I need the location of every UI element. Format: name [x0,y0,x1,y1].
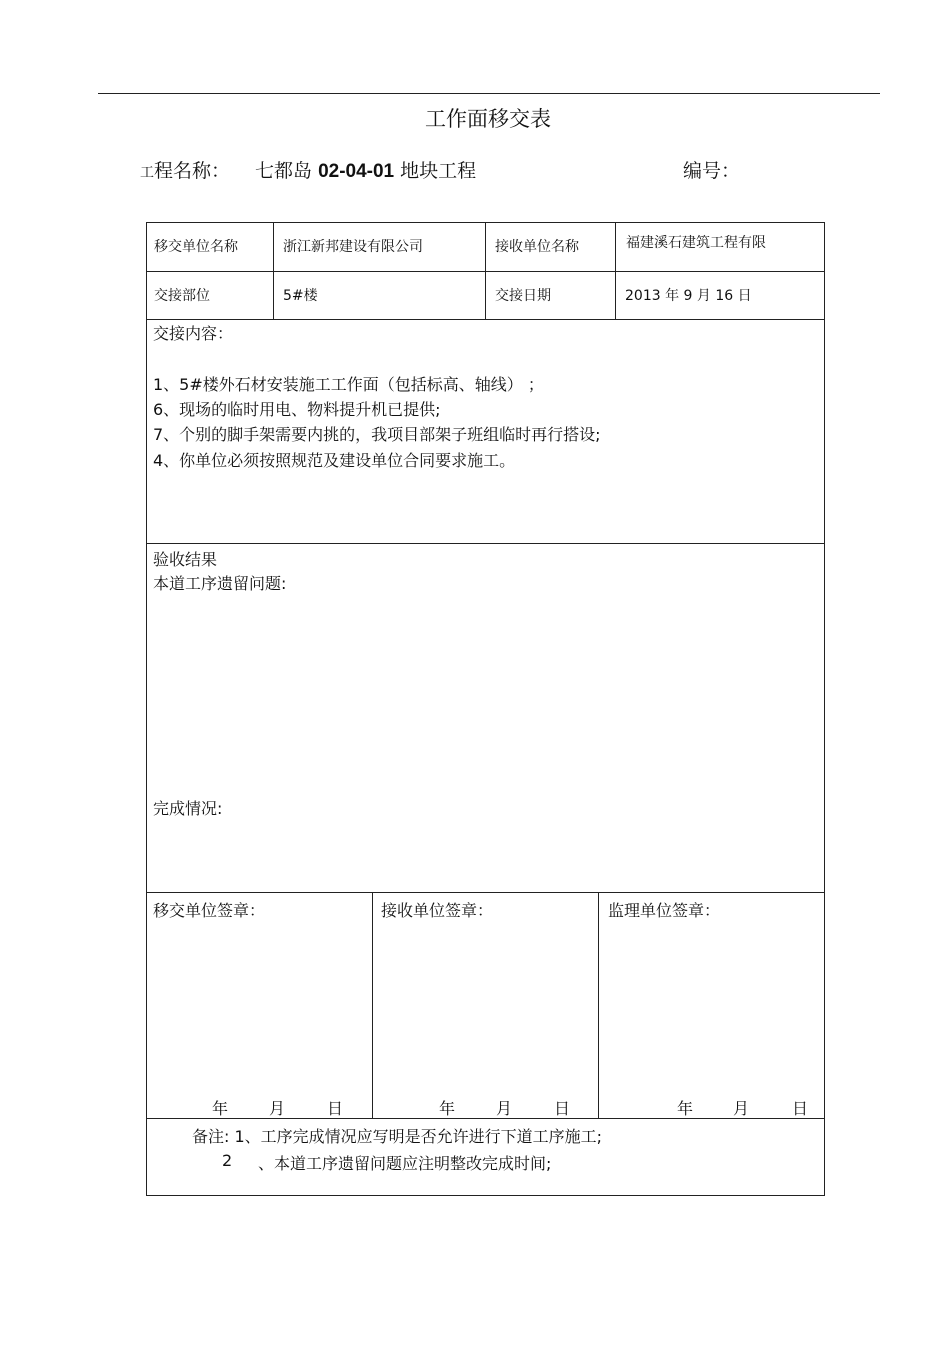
project-name-value [255,156,476,183]
content-item: 7、个别的脚手架需要内挑的，我项目部架子班组临时再行搭设; [153,425,601,444]
content-item: 1、5#楼外石材安装施工工作面（包括标高、轴线） ； [153,375,544,394]
table-border-left [146,222,147,1196]
receiving-day: 日 [554,1099,571,1118]
supervision-month: 月 [733,1099,750,1118]
location-label: 交接部位 [154,288,210,304]
handover-unit-value: 浙江新邦建设有限公司 [283,239,423,255]
table-border-right [824,222,825,1196]
row-divider-4 [146,892,825,893]
handover-day: 日 [327,1099,344,1118]
content-item: 6、现场的临时用电、物料提升机已提供; [153,400,441,419]
remaining-issues-label: 本道工序遗留问题: [153,574,287,593]
project-name-label [140,156,230,183]
row-divider-3 [146,543,825,544]
notes-line-1: 备注: 1、工序完成情况应写明是否允许进行下道工序施工; [192,1127,603,1146]
content-label: 交接内容： [153,324,234,343]
completion-label: 完成情况: [153,799,223,818]
handover-unit-label: 移交单位名称 [154,239,238,255]
number-label: 编号： [683,160,741,182]
date-value: 2013 年 9 月 16 日 [625,288,752,304]
handover-year: 年 [212,1099,229,1118]
receiving-unit-value: 福建溪石建筑工程有限 [626,235,766,251]
table-border-bottom [146,1195,825,1196]
content-item: 4、你单位必须按照规范及建设单位合同要求施工。 [153,451,516,470]
row-divider-5 [146,1118,825,1119]
col-divider-2 [485,222,486,320]
supervision-signature-label: 监理单位签章： [608,901,721,920]
handover-month: 月 [269,1099,286,1118]
supervision-day: 日 [792,1099,809,1118]
notes-line-2-text: 、本道工序遗留问题应注明整改完成时间; [258,1154,552,1173]
receiving-signature-label: 接收单位签章： [381,901,494,920]
date-label: 交接日期 [495,288,551,304]
project-name-part1: 七都岛 [255,160,313,182]
location-value: 5#楼 [283,288,318,304]
col-divider-1 [273,222,274,320]
project-name-part2: 地块工程 [400,160,477,182]
handover-signature-label: 移交单位签章： [153,901,266,920]
page-title: 工作面移交表 [425,107,551,131]
acceptance-label: 验收结果 [153,550,218,569]
notes-line-2-number: 2 [222,1151,233,1170]
sig-divider-2 [598,892,599,1119]
sig-divider-1 [372,892,373,1119]
col-divider-3 [615,222,616,320]
supervision-year: 年 [677,1099,694,1118]
project-label-rest: 程名称： [154,160,231,182]
project-code: 02-04-01 [318,161,395,182]
project-label-prefix: 工 [140,165,154,181]
receiving-unit-label: 接收单位名称 [495,239,579,255]
receiving-year: 年 [439,1099,456,1118]
receiving-month: 月 [496,1099,513,1118]
top-rule [98,93,880,94]
